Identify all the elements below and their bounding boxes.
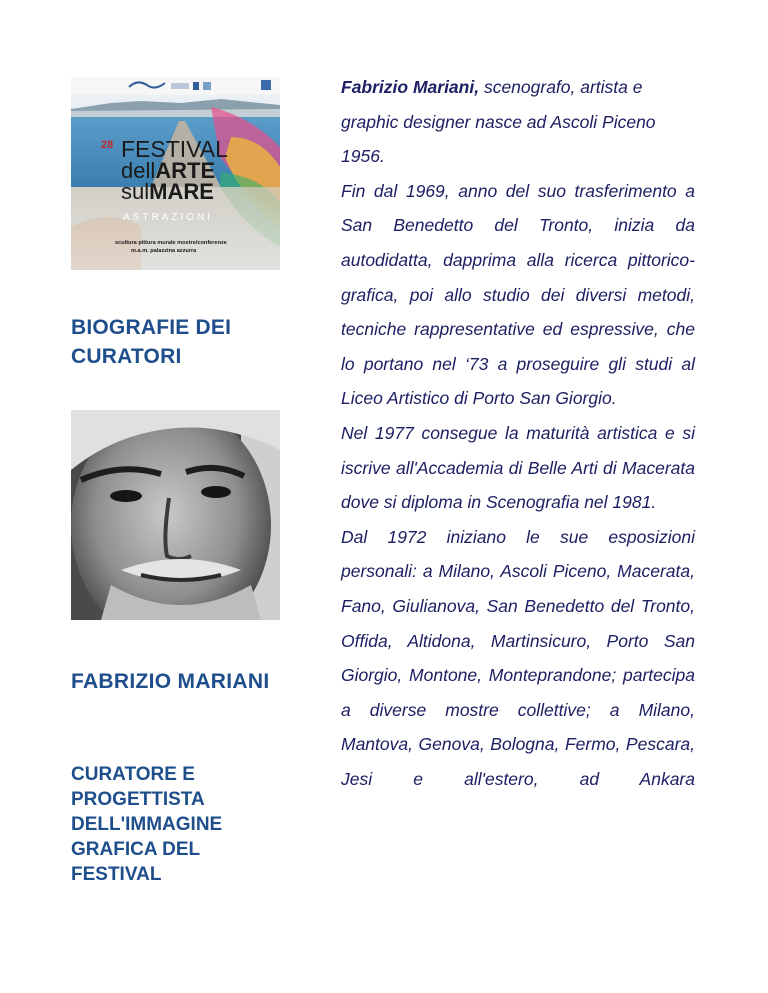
curator-portrait	[71, 410, 280, 620]
poster-edition: 28	[101, 139, 114, 151]
bio-paragraph-4: Dal 1972 iniziano le sue esposizioni personali: a Milano, Ascoli Piceno, Macerata, Fano, Giulianova, San Benedetto del Tronto, Offida, Altidona, Martinsicuro, Porto San Giorgio, Montone, Monteprandone; partecipa a diverse mostre collettive; a Milano, Mantova, Genova, Bologna, Fermo, Pescara, Jesi e all'estero, ad Ankara	[341, 526, 695, 789]
bio-intro: scenografo, artista e graphic designer nasce ad Ascoli Piceno 1956.	[341, 77, 656, 167]
poster-title-line2: dellARTE	[121, 158, 216, 183]
section-title: BIOGRAFIE DEI CURATORI	[71, 316, 232, 368]
bio-paragraph-2: Fin dal 1969, anno del suo trasferimento a San Benedetto del Tronto, inizia da autodidatta, dapprima alla ricerca pittorico-grafica, poi allo studio dei diversi metodi, tecniche rappresentative ed espressive, che lo portano nel ‘73 a proseguire gli studi al Liceo Artistico di Porto San Giorgio.	[341, 180, 695, 409]
festival-poster	[71, 77, 280, 270]
poster-title-line1: FESTIVAL	[121, 136, 228, 162]
curator-role: CURATORE E PROGETTISTA DELL'IMMAGINE GRAFICA DEL FESTIVAL	[71, 764, 223, 885]
bio-paragraph-1	[341, 70, 695, 174]
poster-subline1: scultura pittura murale mostre/conferenze	[115, 240, 227, 246]
bio-name: Fabrizio Mariani,	[341, 77, 480, 97]
biography	[341, 70, 695, 796]
poster-title-line3: sulMARE	[121, 179, 214, 204]
poster-theme: ASTRAZIONI	[123, 212, 214, 223]
festival-poster-art	[71, 77, 280, 270]
curator-name: FABRIZIO MARIANI	[71, 670, 270, 693]
poster-subline2: m.a.m. palazzina azzurra	[131, 248, 197, 254]
bio-paragraph-3: Nel 1977 consegue la maturità artistica e si iscrive all'Accademia di Belle Arti di Macerata dove si diploma in Scenografia nel 1981.	[341, 422, 695, 513]
